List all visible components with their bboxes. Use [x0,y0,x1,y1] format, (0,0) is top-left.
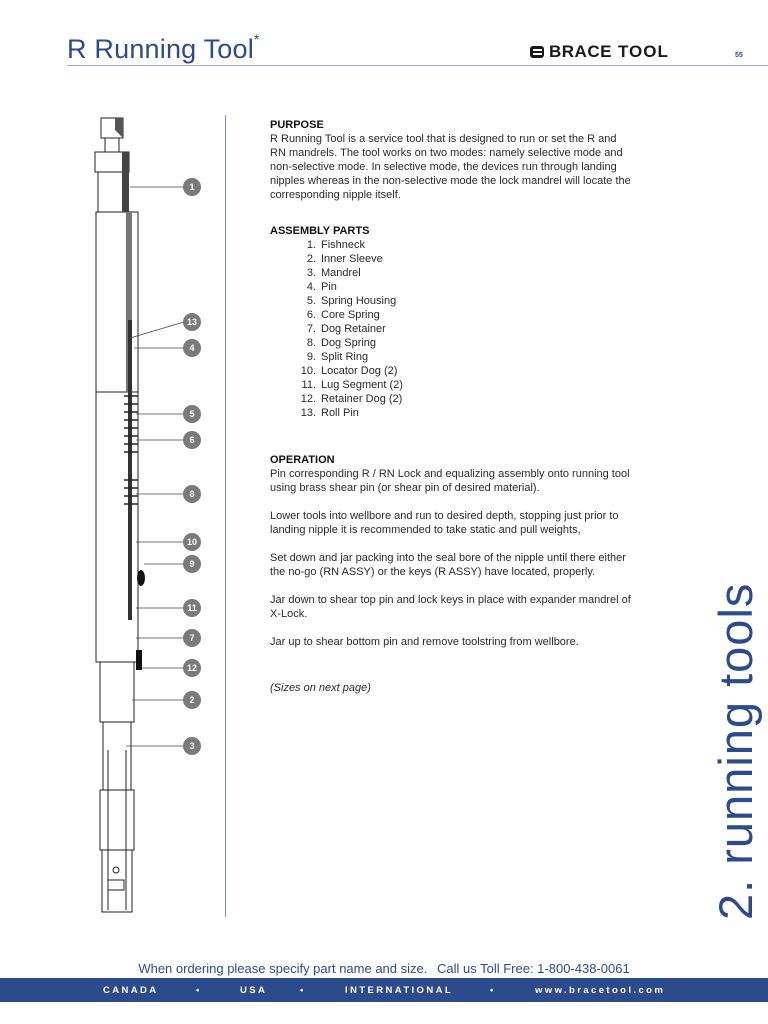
purpose-line: RN mandrels. The tool works on two modes: namely selective mode and [270,147,623,159]
svg-text:2: 2 [189,695,195,705]
svg-text:11: 11 [187,603,197,613]
operation-paragraph: Set down and jar packing into the seal bore of the nipple until there either the no-go (RN ASSY) or the keys (R ASSY) have located, properly. [270,552,626,578]
footer-usa: USA [240,985,268,996]
svg-text:7: 7 [189,633,195,643]
footer-bullet: • [196,985,202,996]
list-item: 8. Dog Spring [306,337,377,349]
svg-text:6: 6 [189,435,195,445]
list-item: 7. Dog Retainer [306,323,386,335]
purpose-line: non-selective mode. In selective mode, the devices run through landing [270,161,617,173]
callout-12 [183,659,201,677]
brand-logo [530,42,669,62]
footer-canada: CANADA [103,985,159,996]
purpose-line: R Running Tool is a service tool that is designed to run or set the R and [270,133,617,145]
callout-7 [183,629,201,647]
svg-text:13: 13 [186,317,198,327]
svg-text:5: 5 [189,409,195,419]
svg-text:3: 3 [189,741,195,751]
header-rule [67,65,768,66]
page-title: R Running Tool* [67,31,260,64]
list-item: 2. Inner Sleeve [306,253,383,265]
svg-text:1: 1 [189,182,195,192]
operation-paragraph: Pin corresponding R / RN Lock and equalizing assembly onto running tool using brass shear pin (or shear pin of desired material). [270,468,630,494]
callout-8 [183,485,201,503]
title-asterisk: * [253,31,260,47]
logo-word-tool: TOOL [617,42,669,61]
assembly-parts-list [270,238,670,420]
svg-text:9: 9 [189,559,195,569]
footer-website-link[interactable]: www.bracetool.com [535,985,666,996]
operation-paragraph: Lower tools into wellbore and run to desired depth, stopping just prior to landing nipple it is recommended to take static and pull weights, [270,510,619,536]
purpose-line: corresponding nipple itself. [270,189,401,201]
callout-5 [183,405,201,423]
callout-6 [183,431,201,449]
list-item: 5. Spring Housing [306,295,397,307]
callout-9 [183,555,201,573]
toll-free-text: Call us Toll Free: 1-800-438-0061 [436,961,630,976]
callout-10 [183,533,201,551]
svg-text:8: 8 [189,489,195,499]
callout-markers [183,178,201,755]
svg-text:12: 12 [186,663,198,673]
tool-drawing [60,110,220,920]
callout-11 [183,599,201,617]
logo-word-brace: BRACE [549,42,612,61]
list-item: 6. Core Spring [306,309,380,321]
svg-text:10: 10 [186,537,198,547]
operation-paragraph: Jar down to shear top pin and lock keys in place with expander mandrel of X-Lock. [270,594,631,620]
section-side-label: 2. running tools [709,582,762,920]
svg-text:4: 4 [189,343,195,353]
page-number: 55 [735,52,743,59]
purpose-line: nipples whereas in the non-selective mode the lock mandrel will locate the [270,175,631,187]
list-item: 4. Pin [306,281,337,293]
column-divider [225,115,226,917]
list-item: 10. Locator Dog (2) [300,365,398,377]
operation-heading: OPERATION [270,454,335,466]
list-item: 11. Lug Segment (2) [301,379,403,391]
operation-paragraph: Jar up to shear bottom pin and remove toolstring from wellbore. [270,636,579,648]
callout-2 [183,691,201,709]
footer-bar [0,978,768,1002]
ordering-note [0,961,768,976]
footer-bullet: • [300,985,306,996]
callout-1 [183,178,201,196]
list-item: 12. Retainer Dog (2) [300,393,403,405]
callout-13 [183,313,201,331]
content-column [270,118,670,695]
list-item: 13. Roll Pin [300,407,359,419]
purpose-body [270,132,670,202]
purpose-heading: PURPOSE [270,119,324,131]
assembly-heading: ASSEMBLY PARTS [270,225,370,237]
list-item: 1. Fishneck [306,239,366,251]
ordering-text: When ordering please specify part name and size. [138,961,428,976]
brace-logo-icon [530,45,544,59]
sizes-note: (Sizes on next page) [270,682,371,694]
callout-3 [183,737,201,755]
callout-4 [183,339,201,357]
list-item: 9. Split Ring [306,351,369,363]
footer-bullet: • [490,985,496,996]
footer-international: INTERNATIONAL [345,985,454,996]
list-item: 3. Mandrel [306,267,361,279]
